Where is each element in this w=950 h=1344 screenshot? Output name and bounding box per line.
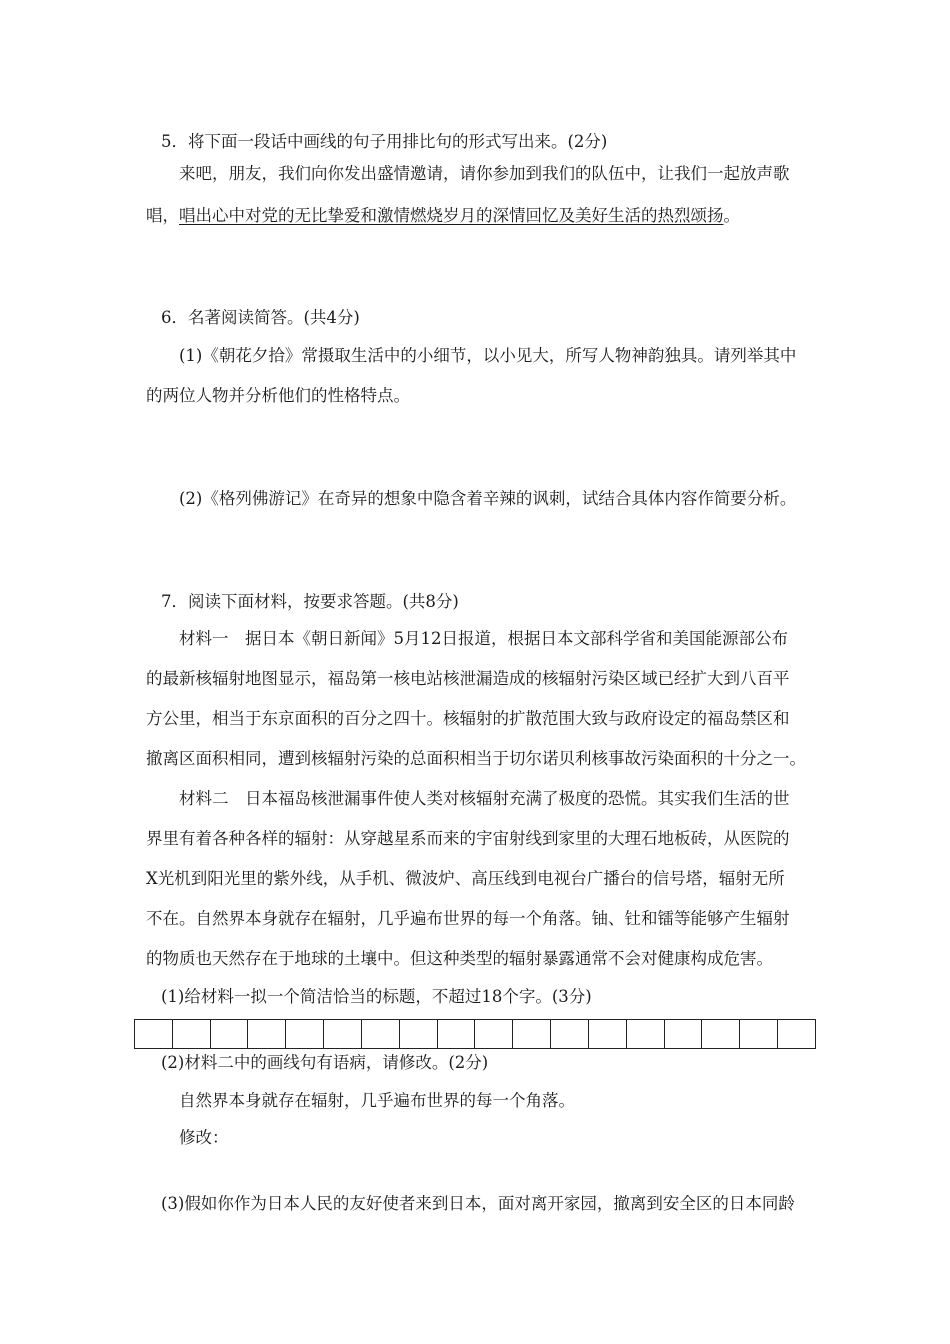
q7-sub2-sentence: 自然界本身就存在辐射，几乎遍布世界的每一个角落。 <box>179 1091 575 1110</box>
answer-box[interactable] <box>665 1019 703 1049</box>
material-1-line: 方公里，相当于东京面积的百分之四十。核辐射的扩散范围大致与政府设定的福岛禁区和 <box>146 709 790 728</box>
q5-text-post: 。 <box>723 206 740 225</box>
material-1-line: 撤离区面积相同，遭到核辐射污染的总面积相当于切尔诺贝利核事故污染面积的十分之一。 <box>146 749 806 768</box>
q6-sub2: (2)《格列佛游记》在奇异的想象中隐含着辛辣的讽刺，试结合具体内容作简要分析。 <box>179 489 797 508</box>
material-1-line: 材料一 据日本《朝日新闻》5月12日报道，根据日本文部科学省和美国能源部公布 <box>179 629 788 648</box>
answer-box[interactable] <box>740 1019 778 1049</box>
material-2-line: 不在。自然界本身就存在辐射，几乎遍布世界的每一个角落。铀、钍和镭等能够产生辐射 <box>146 909 790 928</box>
q5-text-pre: 唱， <box>146 206 179 225</box>
answer-box[interactable] <box>135 1019 173 1049</box>
material-2-line: X光机到阳光里的紫外线，从手机、微波炉、高压线到电视台广播台的信号塔，辐射无所 <box>146 869 785 888</box>
q7-sub3: (3)假如你作为日本人民的友好使者来到日本，面对离开家园，撤离到安全区的日本同龄 <box>161 1194 795 1213</box>
q7-sub1: (1)给材料一拟一个简洁恰当的标题，不超过18个字。(3分) <box>161 987 592 1006</box>
answer-box[interactable] <box>173 1019 211 1049</box>
answer-box[interactable] <box>627 1019 665 1049</box>
material-2-line: 界里有着各种各样的辐射：从穿越星系而来的宇宙射线到家里的大理石地板砖，从医院的 <box>146 829 790 848</box>
answer-box[interactable] <box>400 1019 438 1049</box>
answer-box[interactable] <box>248 1019 286 1049</box>
q6-sub1-line-1: (1)《朝花夕拾》常摄取生活中的小细节，以小见大，所写人物神韵独具。请列举其中 <box>179 346 797 365</box>
q7-sub2-revise-label: 修改： <box>179 1128 229 1147</box>
answer-box[interactable] <box>475 1019 513 1049</box>
answer-box[interactable] <box>551 1019 589 1049</box>
answer-box[interactable] <box>324 1019 362 1049</box>
q5-underlined-sentence: 唱出心中对党的无比挚爱和激情燃烧岁月的深情回忆及美好生活的热烈颂扬 <box>179 206 724 225</box>
q5-title: 5．将下面一段话中画线的句子用排比句的形式写出来。(2分) <box>161 132 608 151</box>
q6-sub1-line-2: 的两位人物并分析他们的性格特点。 <box>146 386 410 405</box>
answer-box[interactable] <box>438 1019 476 1049</box>
answer-box[interactable] <box>362 1019 400 1049</box>
material-1-line: 的最新核辐射地图显示，福岛第一核电站核泄漏造成的核辐射污染区域已经扩大到八百平 <box>146 669 790 688</box>
answer-box[interactable] <box>589 1019 627 1049</box>
answer-box-grid <box>134 1019 816 1049</box>
q6-title: 6．名著阅读简答。(共4分) <box>161 308 360 327</box>
q5-paragraph-line-2 <box>146 205 740 227</box>
answer-box[interactable] <box>286 1019 324 1049</box>
q7-sub2: (2)材料二中的画线句有语病，请修改。(2分) <box>161 1053 489 1072</box>
answer-box[interactable] <box>211 1019 249 1049</box>
answer-box[interactable] <box>702 1019 740 1049</box>
q7-title: 7．阅读下面材料，按要求答题。(共8分) <box>161 592 459 611</box>
answer-box[interactable] <box>778 1019 816 1049</box>
material-2-line: 材料二 日本福岛核泄漏事件使人类对核辐射充满了极度的恐慌。其实我们生活的世 <box>179 789 790 808</box>
answer-box[interactable] <box>513 1019 551 1049</box>
material-2-line: 的物质也天然存在于地球的土壤中。但这种类型的辐射暴露通常不会对健康构成危害。 <box>146 949 773 968</box>
q5-paragraph-line-1: 来吧，朋友，我们向你发出盛情邀请，请你参加到我们的队伍中，让我们一起放声歌 <box>179 164 790 183</box>
